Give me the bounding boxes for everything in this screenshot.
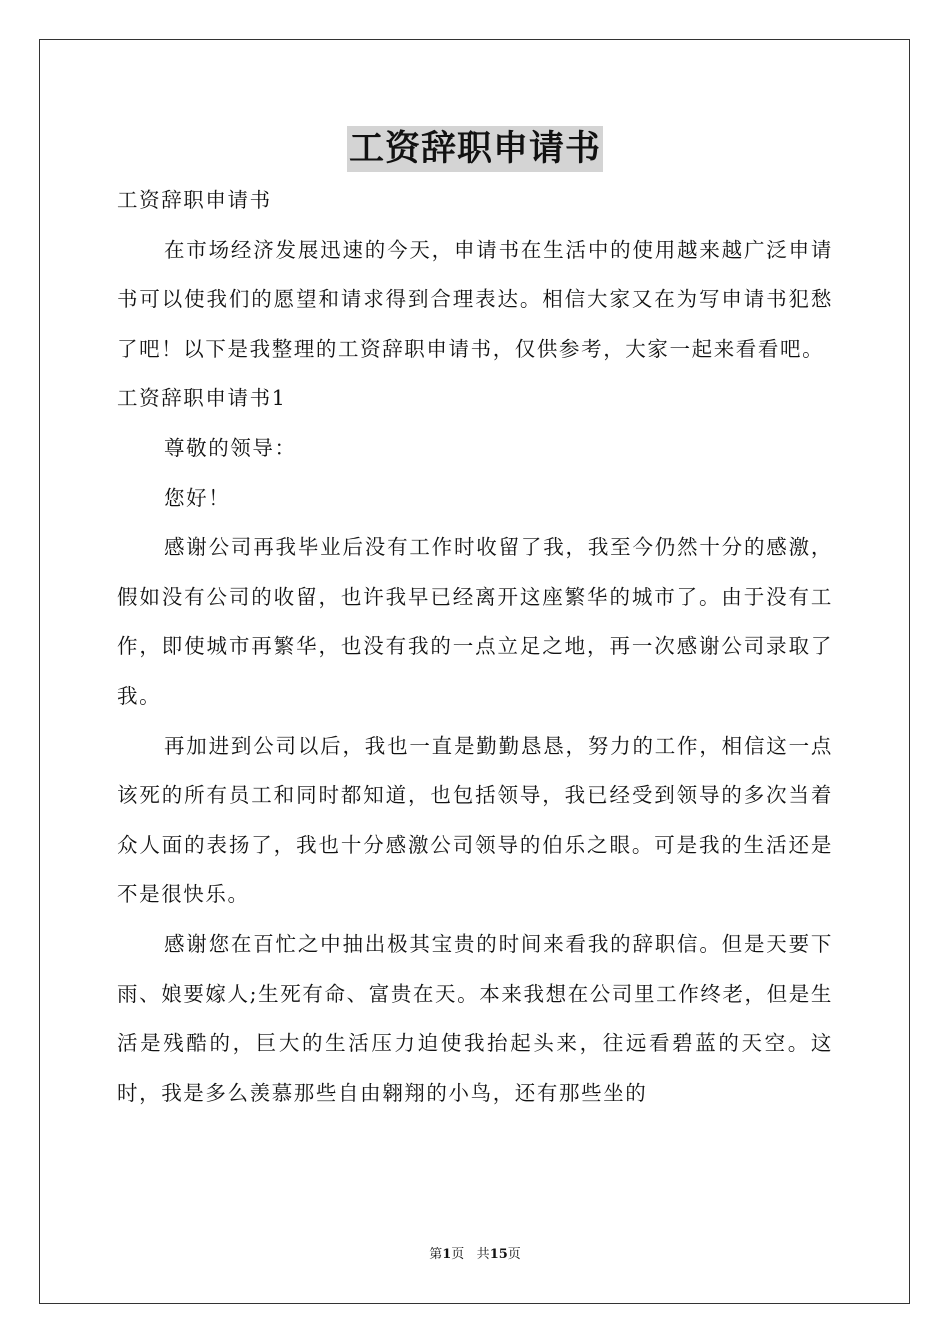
greeting: 您好！ <box>164 485 231 510</box>
document-body <box>117 176 833 1118</box>
salutation: 尊敬的领导： <box>164 435 297 460</box>
intro-paragraph: 在市场经济发展迅速的今天，申请书在生活中的使用越来越广泛申请书可以使我们的愿望和请求得到合理表达。相信大家又在为写申请书犯愁了吧！以下是我整理的工资辞职申请书，仅供参考，大家一起来看看吧。 <box>117 237 833 361</box>
subtitle: 工资辞职申请书 <box>117 188 272 212</box>
title-container <box>0 126 950 172</box>
document-title: 工资辞职申请书 <box>347 126 603 172</box>
section-heading: 工资辞职申请书1 <box>117 386 287 411</box>
total-suffix: 页 <box>507 1247 521 1262</box>
page-footer <box>0 1246 950 1264</box>
body-paragraph-2: 再加进到公司以后，我也一直是勤勤恳恳，努力的工作，相信这一点该死的所有员工和同时都知道，也包括领导，我已经受到领导的多次当着众人面的表扬了，我也十分感激公司领导的伯乐之眼。可是我的生活还是不是很快乐。 <box>117 733 833 907</box>
page-prefix: 第 <box>429 1247 443 1262</box>
body-paragraph-3: 感谢您在百忙之中抽出极其宝贵的时间来看我的辞职信。但是天要下雨、娘要嫁人;生死有命、富贵在天。本来我想在公司里工作终老，但是生活是残酷的，巨大的生活压力迫使我抬起头来，往远看碧蓝的天空。这时，我是多么羡慕那些自由翱翔的小鸟，还有那些坐的 <box>117 931 833 1105</box>
total-pages: 15 <box>489 1247 508 1262</box>
total-prefix: 共 <box>476 1247 490 1262</box>
body-paragraph-1: 感谢公司再我毕业后没有工作时收留了我，我至今仍然十分的感激，假如没有公司的收留，也许我早已经离开这座繁华的城市了。由于没有工作，即使城市再繁华，也没有我的一点立足之地，再一次感谢公司录取了我。 <box>117 535 833 708</box>
page-suffix: 页 <box>451 1247 465 1262</box>
page-number: 1 <box>442 1247 452 1262</box>
